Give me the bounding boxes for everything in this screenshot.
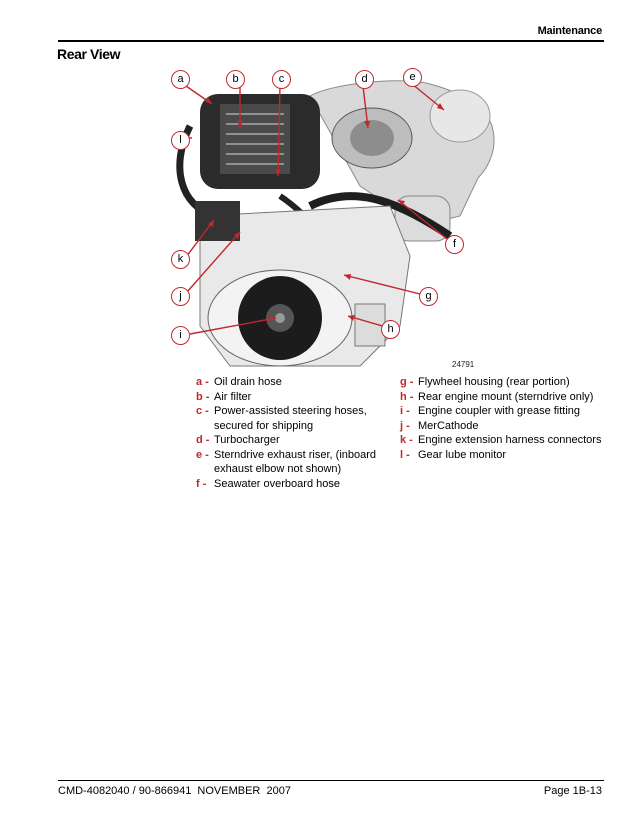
legend-item: e - Sterndrive exhaust riser, (inboard exhaust elbow not shown)	[196, 448, 377, 475]
callout-j: j	[171, 287, 190, 306]
callout-d: d	[355, 70, 374, 89]
page-number: Page 1B-13	[543, 785, 602, 797]
document-id: CMD-4082040 / 90-866941 NOVEMBER 2007	[58, 785, 291, 797]
legend-item: b - Air filter	[196, 390, 252, 403]
legend-item: i - Engine coupler with grease fitting	[400, 405, 581, 417]
legend-item: h - Rear engine mount (sterndrive only)	[400, 390, 594, 403]
legend-item: d - Turbocharger	[196, 434, 280, 446]
footer-rule	[58, 780, 604, 781]
legend-item: k - Engine extension harness connectors	[400, 434, 602, 446]
legend-item: g - Flywheel housing (rear portion)	[400, 376, 570, 388]
callout-a: a	[171, 70, 190, 89]
callout-i: i	[171, 326, 190, 345]
engine-rear-view-photo	[160, 66, 500, 370]
callout-c: c	[272, 70, 291, 89]
legend-item: j - MerCathode	[400, 419, 479, 432]
legend-left	[196, 375, 386, 491]
callout-l: l	[171, 131, 190, 150]
callout-e: e	[403, 68, 422, 87]
legend-right	[400, 375, 610, 462]
callout-h: h	[381, 320, 400, 339]
callout-f: f	[445, 235, 464, 254]
legend-item: c - Power-assisted steering hoses, secured for shipping	[196, 405, 367, 432]
callout-g: g	[419, 287, 438, 306]
section-label: Maintenance	[537, 25, 602, 37]
figure-number: 24791	[452, 360, 475, 369]
legend-item: f - Seawater overboard hose	[196, 477, 340, 490]
callout-k: k	[171, 250, 190, 269]
legend-item: a - Oil drain hose	[196, 376, 282, 388]
page-title: Rear View	[57, 46, 121, 62]
header-rule	[58, 40, 604, 42]
legend-item: l - Gear lube monitor	[400, 448, 507, 461]
callout-b: b	[226, 70, 245, 89]
